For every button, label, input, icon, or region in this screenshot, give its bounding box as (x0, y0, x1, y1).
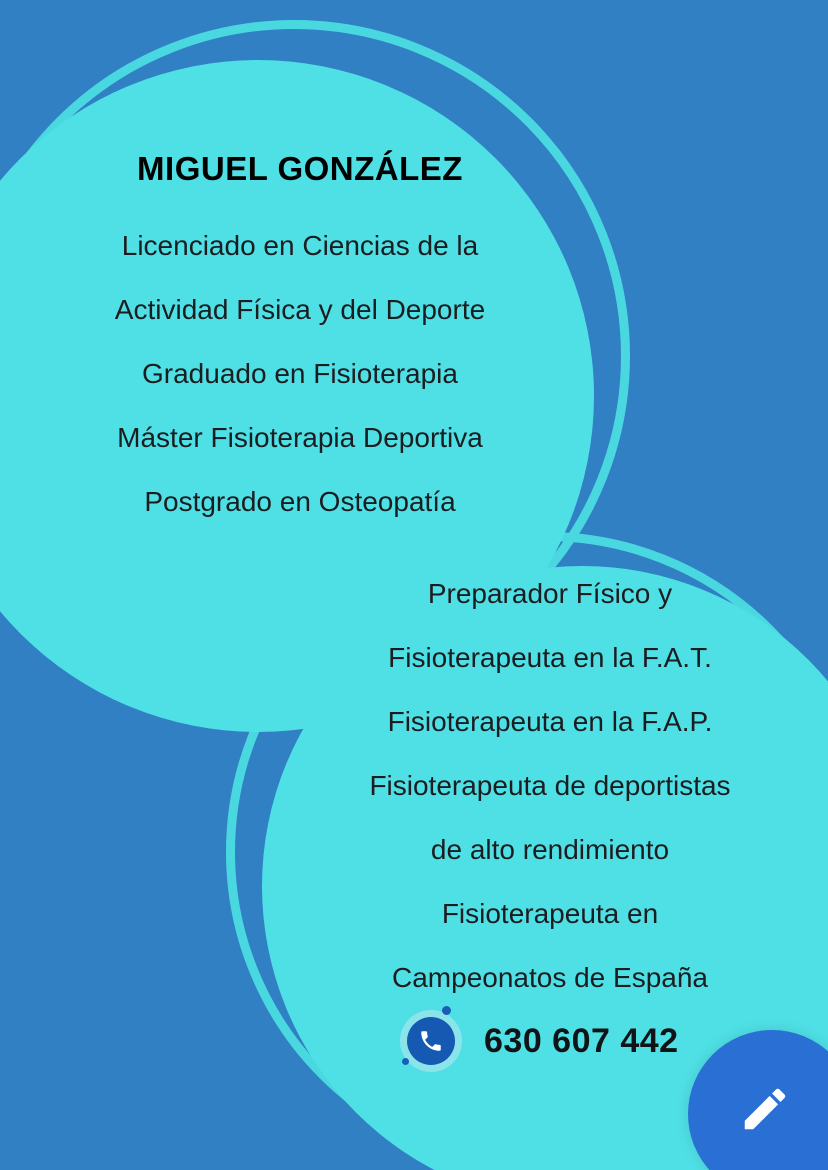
phone-number[interactable]: 630 607 442 (484, 1021, 679, 1060)
experience-line: Campeonatos de España (392, 962, 708, 993)
phone-icon-dot (442, 1006, 451, 1015)
phone-icon-circle (407, 1017, 455, 1065)
pencil-icon (738, 1082, 792, 1136)
credential-line: Licenciado en Ciencias de la (121, 230, 479, 261)
experience-line: Fisioterapeuta en la F.A.P. (387, 706, 713, 737)
experience-line: Fisioterapeuta de deportistas (369, 770, 731, 801)
phone-icon-dot (402, 1058, 409, 1065)
credentials-block (20, 150, 580, 534)
credential-line: Máster Fisioterapia Deportiva (117, 422, 483, 453)
phone-glyph (418, 1028, 444, 1054)
experience-line: de alto rendimiento (430, 834, 670, 865)
experience-line: Fisioterapeuta en (441, 898, 659, 929)
credential-line: Graduado en Fisioterapia (142, 358, 458, 389)
credential-line: Postgrado en Osteopatía (144, 486, 456, 517)
experience-line: Preparador Físico y (427, 578, 673, 609)
phone-icon[interactable] (400, 1010, 462, 1072)
experience-block (280, 562, 820, 1010)
experience-line: Fisioterapeuta en la F.A.T. (388, 642, 712, 673)
credential-line: Actividad Física y del Deporte (114, 294, 486, 325)
page-title: MIGUEL GONZÁLEZ (137, 150, 463, 187)
